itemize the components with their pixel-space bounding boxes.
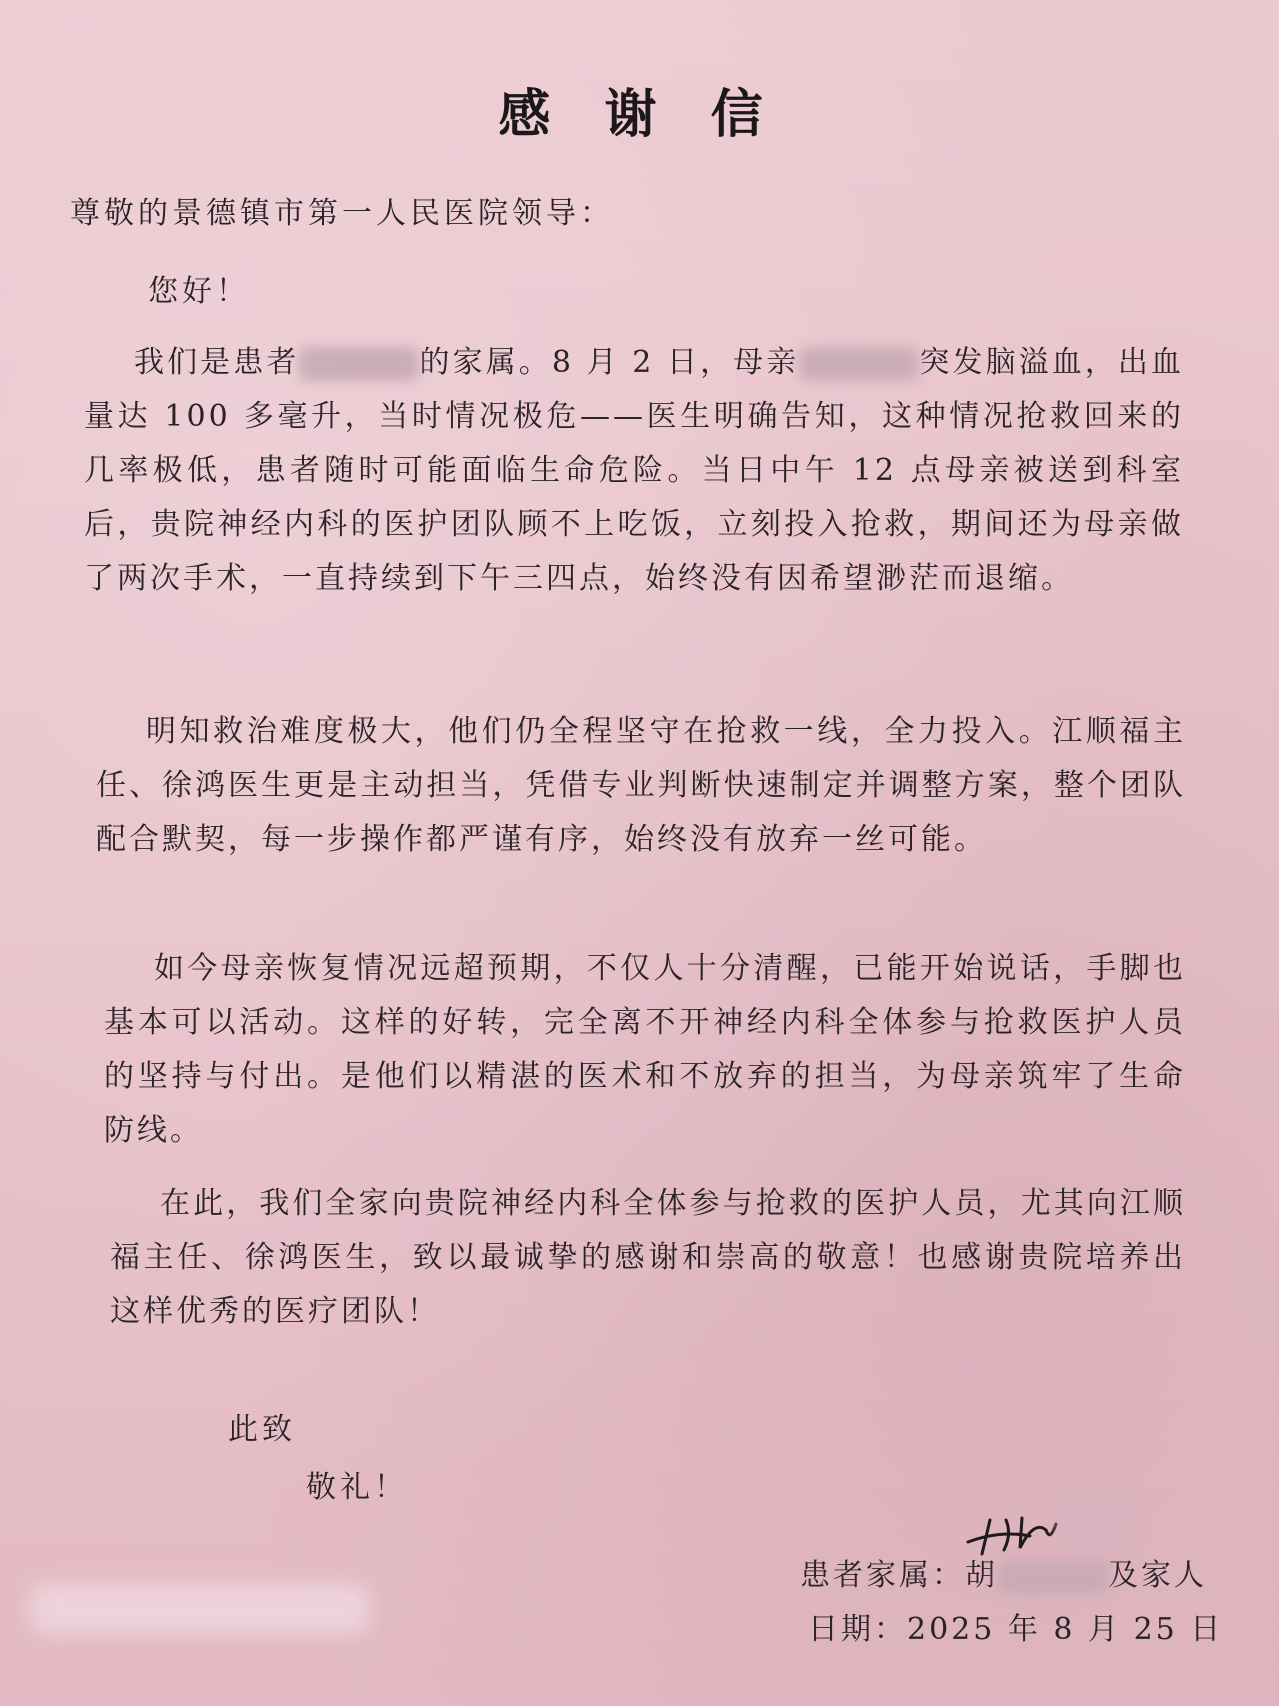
- greeting: 您好！: [148, 274, 250, 309]
- salutation: 尊敬的景德镇市第一人民医院领导：: [70, 196, 614, 231]
- paragraph-1-part-a: 我们是患者: [134, 345, 300, 380]
- paragraph-2: 明知救治难度极大，他们仍全程坚守在抢救一线，全力投入。江顺福主任、徐鸿医生更是主动担当，凭借专业判断快速制定并调整方案，整个团队配合默契，每一步操作都严谨有序，始终没有放弃一丝可能。: [96, 714, 1186, 857]
- paragraph-4: 在此，我们全家向贵院神经内科全体参与抢救的医护人员，尤其向江顺福主任、徐鸿医生，致以最诚挚的感谢和崇高的敬意！也感谢贵院培养出这样优秀的医疗团队！: [110, 1186, 1186, 1329]
- family-label: 患者家属：胡: [800, 1558, 998, 1593]
- redacted-watermark: [30, 1584, 370, 1634]
- closing-line-2: 敬礼！: [306, 1470, 408, 1505]
- letter-title: 感 谢 信: [498, 85, 781, 145]
- redacted-mother-name: [799, 347, 919, 381]
- paragraph-1-part-b: 的家属。8 月 2 日，母亲: [419, 345, 800, 380]
- family-suffix: 及家人: [1108, 1558, 1207, 1593]
- redacted-signature-part: [1060, 1498, 1130, 1548]
- letter-date: 日期：2025 年 8 月 25 日: [808, 1612, 1224, 1647]
- redacted-patient-name: [299, 347, 419, 381]
- paragraph-1-part-c: 突发脑溢血，出血量达 100 多毫升，当时情况极危——医生明确告知，这种情况抢救回来的几率极低，患者随时可能面临生命危险。当日中午 12 点母亲被送到科室后，贵院神经内科的医护团队顾不上吃饭，立刻投入抢救，期间还为母亲做了两次手术，一直持续到下午三四点，始终没有因希望渺茫而退缩。: [84, 345, 1185, 596]
- redacted-family-name: [998, 1560, 1108, 1594]
- closing-line-1: 此致: [228, 1412, 296, 1447]
- paragraph-1: [84, 336, 1184, 606]
- family-signoff: [800, 1550, 1207, 1594]
- paragraph-3: 如今母亲恢复情况远超预期，不仅人十分清醒，已能开始说话，手脚也基本可以活动。这样的好转，完全离不开神经内科全体参与抢救医护人员的坚持与付出。是他们以精湛的医术和不放弃的担当，为母亲筑牢了生命防线。: [104, 951, 1186, 1148]
